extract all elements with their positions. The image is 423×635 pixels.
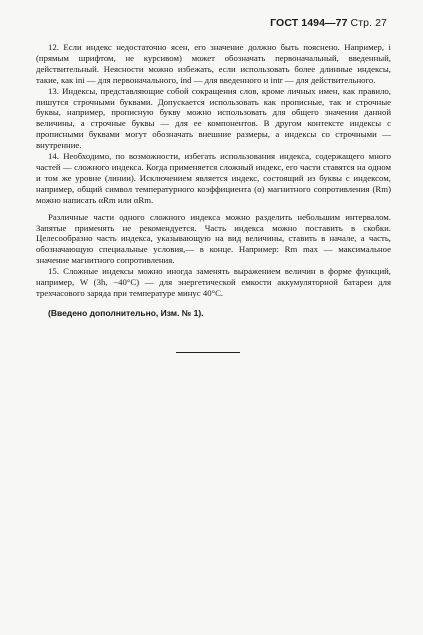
page-header xyxy=(270,17,387,29)
document-body xyxy=(36,42,391,319)
paragraph-13: 13. Индексы, представляющие собой сокращения слов, кроме личных имен, как правило, пишутся строчными буквами. Допускается использовать как прописные, так и строчные буквы, например, прописную букву можно использовать для общего значения данной величины, а строчные буквы — для ее компонентов. В другом контексте индексы с прописными буквами могут обозначать внешние размеры, а индексы со строчными — внутренние. xyxy=(36,85,391,151)
standard-number: ГОСТ 1494—77 xyxy=(270,17,348,29)
paragraph-14-continued: Различные части одного сложного индекса можно разделить небольшим интервалом. Запятые применять не рекомендуется. Часть индекса можно поставить в скобки. Целесообразно часть индекса, указывающую на вид величины, ставить в начале, а часть, обозначающую специальные условия,— в конце. Например: Rm max — максимальное значение магнитного сопротивления. xyxy=(36,211,391,266)
paragraph-15: 15. Сложные индексы можно иногда заменять выражением величин в форме функций, например, W (3h, −40°C) — для энергетической емкости аккумуляторной батареи для трехчасового заряда при температуре минус 40°C. xyxy=(36,266,391,298)
end-rule xyxy=(176,352,240,353)
page-number: Стр. 27 xyxy=(350,17,387,29)
paragraph-12: 12. Если индекс недостаточно ясен, его значение должно быть пояснено. Например, i (прямым шрифтом, не курсивом) может обозначать первоначальный, введенный, действительный. Неясности можно избежать, если использовать более длинные индексы, такие, как ini — для первоначального, ind — для введенного и intr — для действительного. xyxy=(36,42,391,85)
amendment-note: (Введено дополнительно, Изм. № 1). xyxy=(48,307,204,318)
paragraph-14: 14. Необходимо, по возможности, избегать использования индекса, содержащего много частей — сложного индекса. Когда применяется сложный индекс, его части ставятся на одном и том же уровне (линии). Исключением является индекс, состоящий из буквы с индексом, например, общий символ температурного коэффициента (α) магнитного сопротивления (Rm) можно написать αRm или αRm. xyxy=(36,151,391,205)
